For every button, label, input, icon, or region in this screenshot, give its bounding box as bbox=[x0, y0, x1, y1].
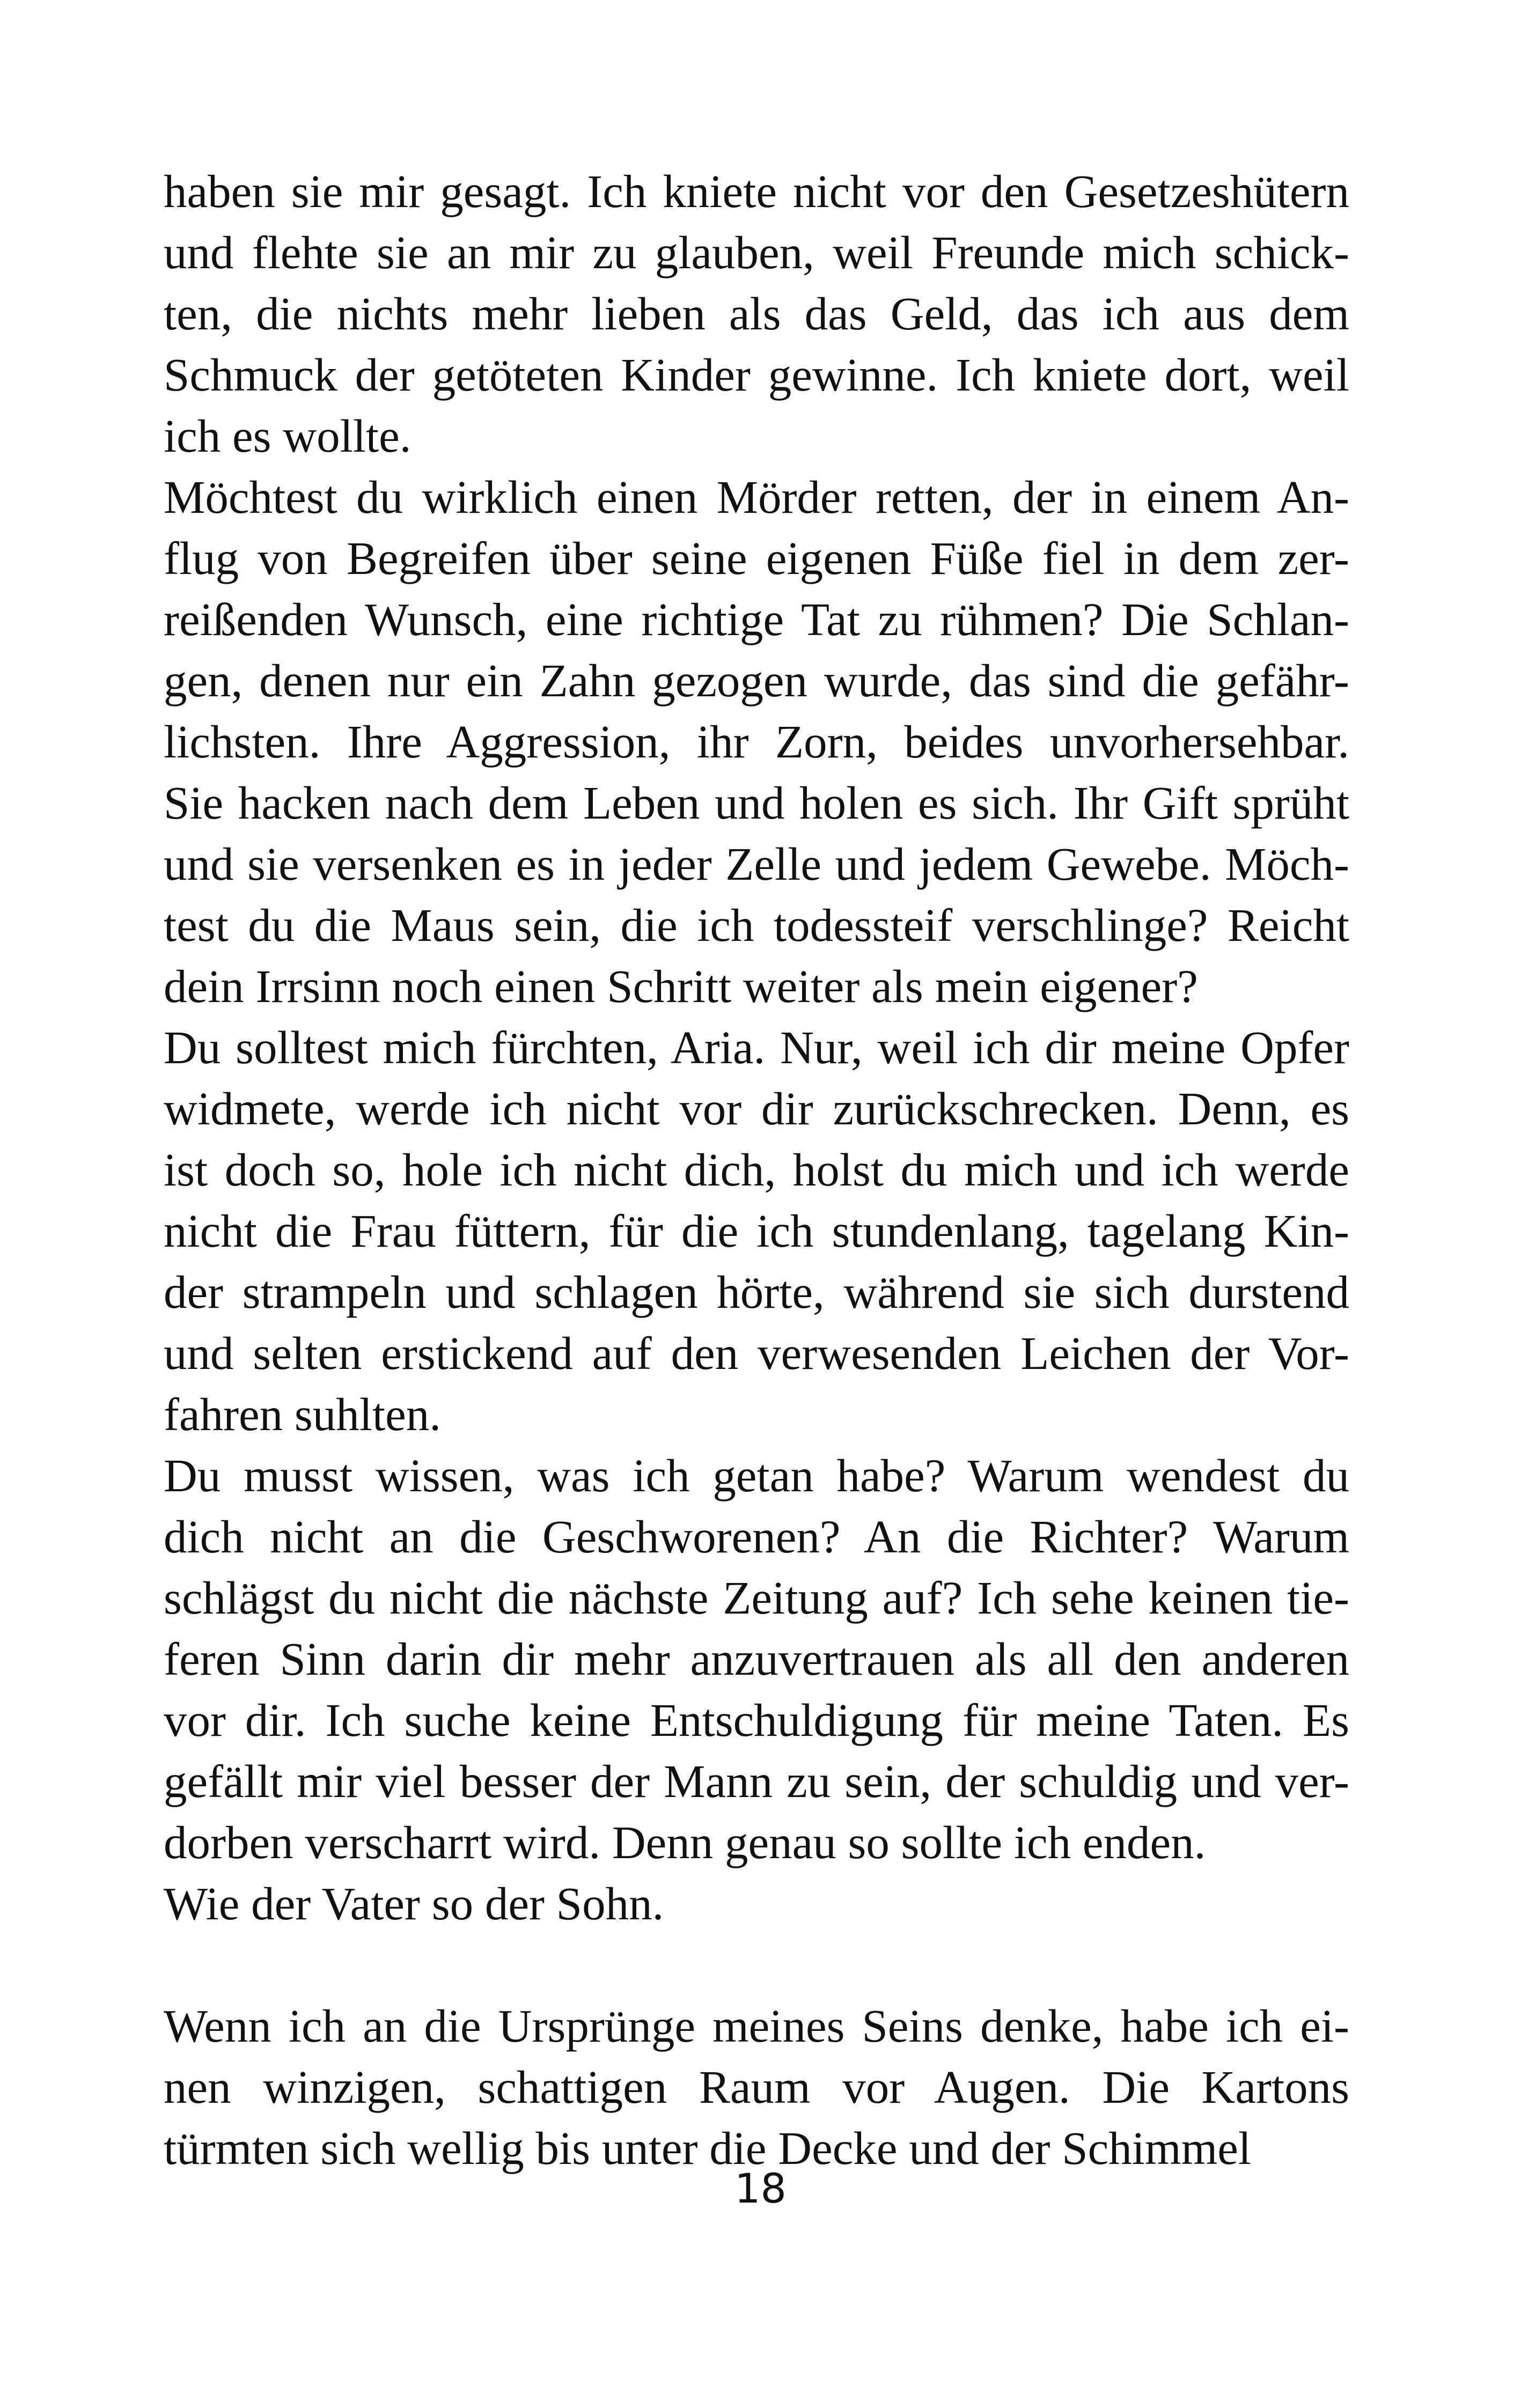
text-line: reißenden Wunsch, eine richtige Tat zu rühmen? Die Schlan- bbox=[164, 593, 1349, 645]
text-line: lichsten. Ihre Aggression, ihr Zorn, beides unvorhersehbar. bbox=[164, 716, 1349, 768]
paragraph bbox=[164, 1873, 1349, 1934]
page-number: 18 bbox=[734, 2164, 787, 2212]
text-line: türmten sich wellig bis unter die Decke und der Schimmel bbox=[164, 2122, 1252, 2174]
paragraph bbox=[164, 1017, 1349, 1445]
text-line: gefällt mir viel besser der Mann zu sein, der schuldig und ver- bbox=[164, 1755, 1349, 1807]
paragraph bbox=[164, 161, 1349, 467]
text-line: schlägst du nicht die nächste Zeitung auf? Ich sehe keinen tie- bbox=[164, 1572, 1349, 1624]
text-line: ist doch so, hole ich nicht dich, holst du mich und ich werde bbox=[164, 1144, 1349, 1196]
text-line: feren Sinn darin dir mehr anzuvertrauen als all den anderen bbox=[164, 1633, 1349, 1685]
text-line: und selten erstickend auf den verwesenden Leichen der Vor- bbox=[164, 1327, 1349, 1379]
text-line: Schmuck der getöteten Kinder gewinne. Ich kniete dort, weil bbox=[164, 349, 1349, 401]
text-line: Wie der Vater so der Sohn. bbox=[164, 1877, 664, 1930]
text-line: fahren suhlten. bbox=[164, 1388, 441, 1440]
text-line: nicht die Frau füttern, für die ich stundenlang, tagelang Kin- bbox=[164, 1205, 1349, 1257]
text-line: ich es wollte. bbox=[164, 410, 412, 462]
text-line: dich nicht an die Geschworenen? An die Richter? Warum bbox=[164, 1511, 1349, 1563]
paragraph bbox=[164, 467, 1349, 1017]
text-line: ten, die nichts mehr lieben als das Geld, das ich aus dem bbox=[164, 288, 1349, 340]
text-line: vor dir. Ich suche keine Entschuldigung für meine Taten. Es bbox=[164, 1694, 1349, 1746]
text-line: dein Irrsinn noch einen Schritt weiter als mein eigener? bbox=[164, 960, 1198, 1012]
paragraph bbox=[164, 1445, 1349, 1873]
text-line: Möchtest du wirklich einen Mörder retten, der in einem An- bbox=[164, 471, 1349, 523]
text-line: Du musst wissen, was ich getan habe? Warum wendest du bbox=[164, 1449, 1349, 1501]
text-line: Du solltest mich fürchten, Aria. Nur, weil ich dir meine Opfer bbox=[164, 1021, 1349, 1073]
text-line: der strampeln und schlagen hörte, während sie sich durstend bbox=[164, 1266, 1349, 1318]
text-line: widmete, werde ich nicht vor dir zurückschrecken. Denn, es bbox=[164, 1083, 1349, 1135]
text-line: test du die Maus sein, die ich todessteif verschlinge? Reicht bbox=[164, 899, 1349, 951]
text-line: nen winzigen, schattigen Raum vor Augen. Die Kartons bbox=[164, 2061, 1349, 2113]
text-line: dorben verscharrt wird. Denn genau so sollte ich enden. bbox=[164, 1816, 1206, 1868]
body-text bbox=[164, 161, 1349, 2179]
text-line: und flehte sie an mir zu glauben, weil Freunde mich schick- bbox=[164, 226, 1349, 278]
text-line: flug von Begreifen über seine eigenen Füße fiel in dem zer- bbox=[164, 532, 1349, 584]
text-line: Wenn ich an die Ursprünge meines Seins denke, habe ich ei- bbox=[164, 2000, 1349, 2052]
text-line: Sie hacken nach dem Leben und holen es sich. Ihr Gift sprüht bbox=[164, 777, 1349, 829]
paragraph bbox=[164, 1995, 1349, 2179]
text-line: haben sie mir gesagt. Ich kniete nicht vor den Gesetzeshütern bbox=[164, 165, 1349, 217]
paragraph-gap bbox=[164, 1934, 1349, 1995]
text-line: und sie versenken es in jeder Zelle und jedem Gewebe. Möch- bbox=[164, 838, 1349, 890]
text-line: gen, denen nur ein Zahn gezogen wurde, das sind die gefähr- bbox=[164, 654, 1349, 706]
